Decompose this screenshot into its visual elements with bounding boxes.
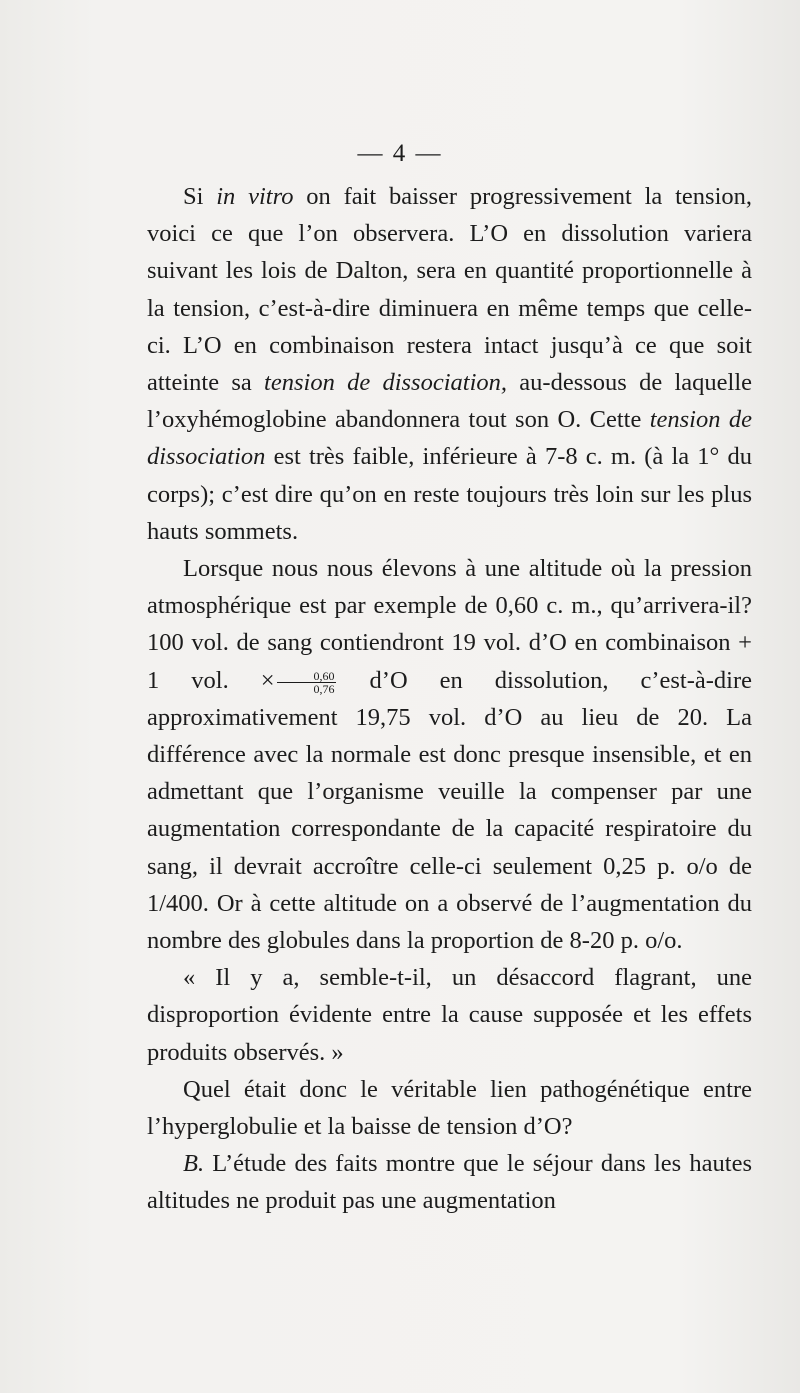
paragraph-1 [147,178,752,550]
text-run: Si [183,183,217,210]
paragraph-4: Quel était donc le véritable lien pathogénétique entre l’hyperglobulie et la baisse de tension d’O? [147,1075,752,1141]
fraction-numerator: 0,60 [277,670,336,683]
italic-run: in vitro [216,183,294,210]
text-run: Lorsque nous nous élevons à une altitude où la pression atmosphérique est par exemple de 0,60 c. m., qu’arrivera-il? 100 vol. de sang contiendront 19 vol. d’O en combinaison + 1 vol. × [147,555,752,694]
italic-run: B. [183,1150,205,1178]
italic-run: tension de dissociation [147,406,752,471]
text-run: on fait baisser progressivement la tension, voici ce que l’on observera. L’O en dissolution variera suivant les lois de Dalton, sera en quantité proportionnelle à la tension, c’est-à-dire diminuera en même temps que celle-ci. L’O en combinaison restera intact jusqu’à ce que soit atteinte sa [147,183,753,397]
paragraph-2 [147,550,752,959]
paragraph-3: « Il y a, semble-t-il, un désaccord flagrant, une disproportion évidente entre la cause supposée et les effets produits observés. » [147,964,752,1066]
text-run: au-dessous de laquelle l’oxyhémoglobine abandonnera tout son O. Cette [147,369,752,434]
page-number: — 4 — [357,140,443,167]
fraction-denominator: 0,76 [313,681,335,696]
text-run: L’étude des faits montre que le séjour dans les hautes altitudes ne produit pas une augmentation [147,1150,752,1215]
paragraph-5 [147,1145,752,1219]
text-run: d’O en dissolution, c’est-à-dire approximativement 19,75 vol. d’O au lieu de 20. La différence avec la normale est donc presque insensible, et en admettant que l’organisme veuille la compenser par une augmentation correspondante de la capacité respiratoire du sang, il devrait accroître celle-ci seulement 0,25 p. o/o de 1/400. Or à cette altitude on a observé de l’augmentation du nombre des globules dans la proportion de 8-20 p. o/o. [147,666,753,955]
body-text [147,178,752,1220]
fraction [277,670,336,695]
italic-run: tension de dissociation, [264,369,508,397]
text-run: est très faible, inférieure à 7-8 c. m. (à la 1° du corps); c’est dire qu’on en reste toujours très loin sur les plus hauts sommets. [147,443,752,545]
